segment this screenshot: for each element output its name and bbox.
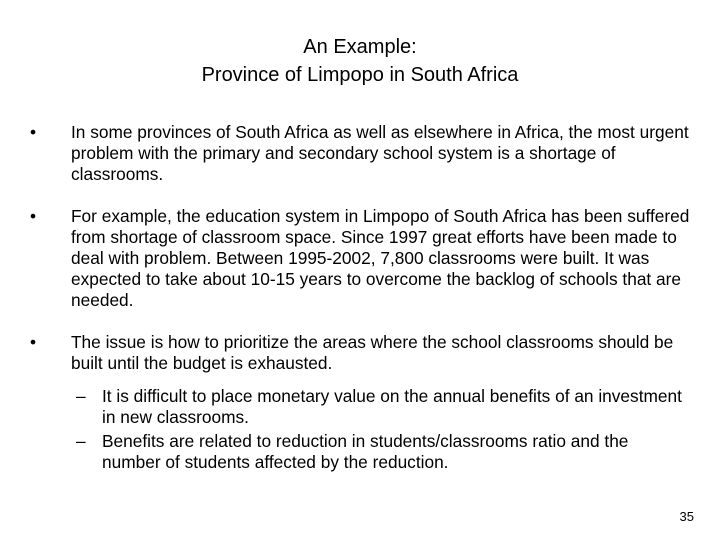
sub-bullet-text: Benefits are related to reduction in students/classrooms ratio and the number of students affected by the reduction. <box>102 431 629 472</box>
slide-title-line-1: An Example: <box>303 36 417 58</box>
sub-bullet-list <box>76 386 688 476</box>
sub-bullet-item <box>76 386 688 428</box>
bullet-text: The issue is how to prioritize the areas where the school classrooms should be built until the budget is exhausted. <box>71 332 674 373</box>
bullet-text: For example, the education system in Limpopo of South Africa has been suffered from shortage of classroom space. Since 1997 great efforts have been made to deal with problem. Between 1995-2002, 7,800 classrooms were built. It was expected to take about 10-15 years to overcome the backlog of schools that are needed. <box>71 206 690 310</box>
sub-bullet-item <box>76 431 688 473</box>
bullet-marker: • <box>30 122 37 142</box>
sub-bullet-text: It is difficult to place monetary value on the annual benefits of an investment in new classrooms. <box>102 386 682 427</box>
sub-bullet-marker: – <box>76 431 86 451</box>
bullet-item <box>30 122 690 185</box>
bullet-item <box>30 206 690 311</box>
bullet-marker: • <box>30 332 37 352</box>
bullet-text: In some provinces of South Africa as well as elsewhere in Africa, the most urgent problem with the primary and secondary school system is a shortage of classrooms. <box>71 122 689 184</box>
bullet-list <box>30 122 690 395</box>
page-number: 35 <box>679 509 694 524</box>
sub-bullet-marker: – <box>76 386 86 406</box>
bullet-item <box>30 332 690 374</box>
slide-title <box>0 33 720 89</box>
slide-title-line-2: Province of Limpopo in South Africa <box>201 64 519 86</box>
bullet-marker: • <box>30 206 37 226</box>
